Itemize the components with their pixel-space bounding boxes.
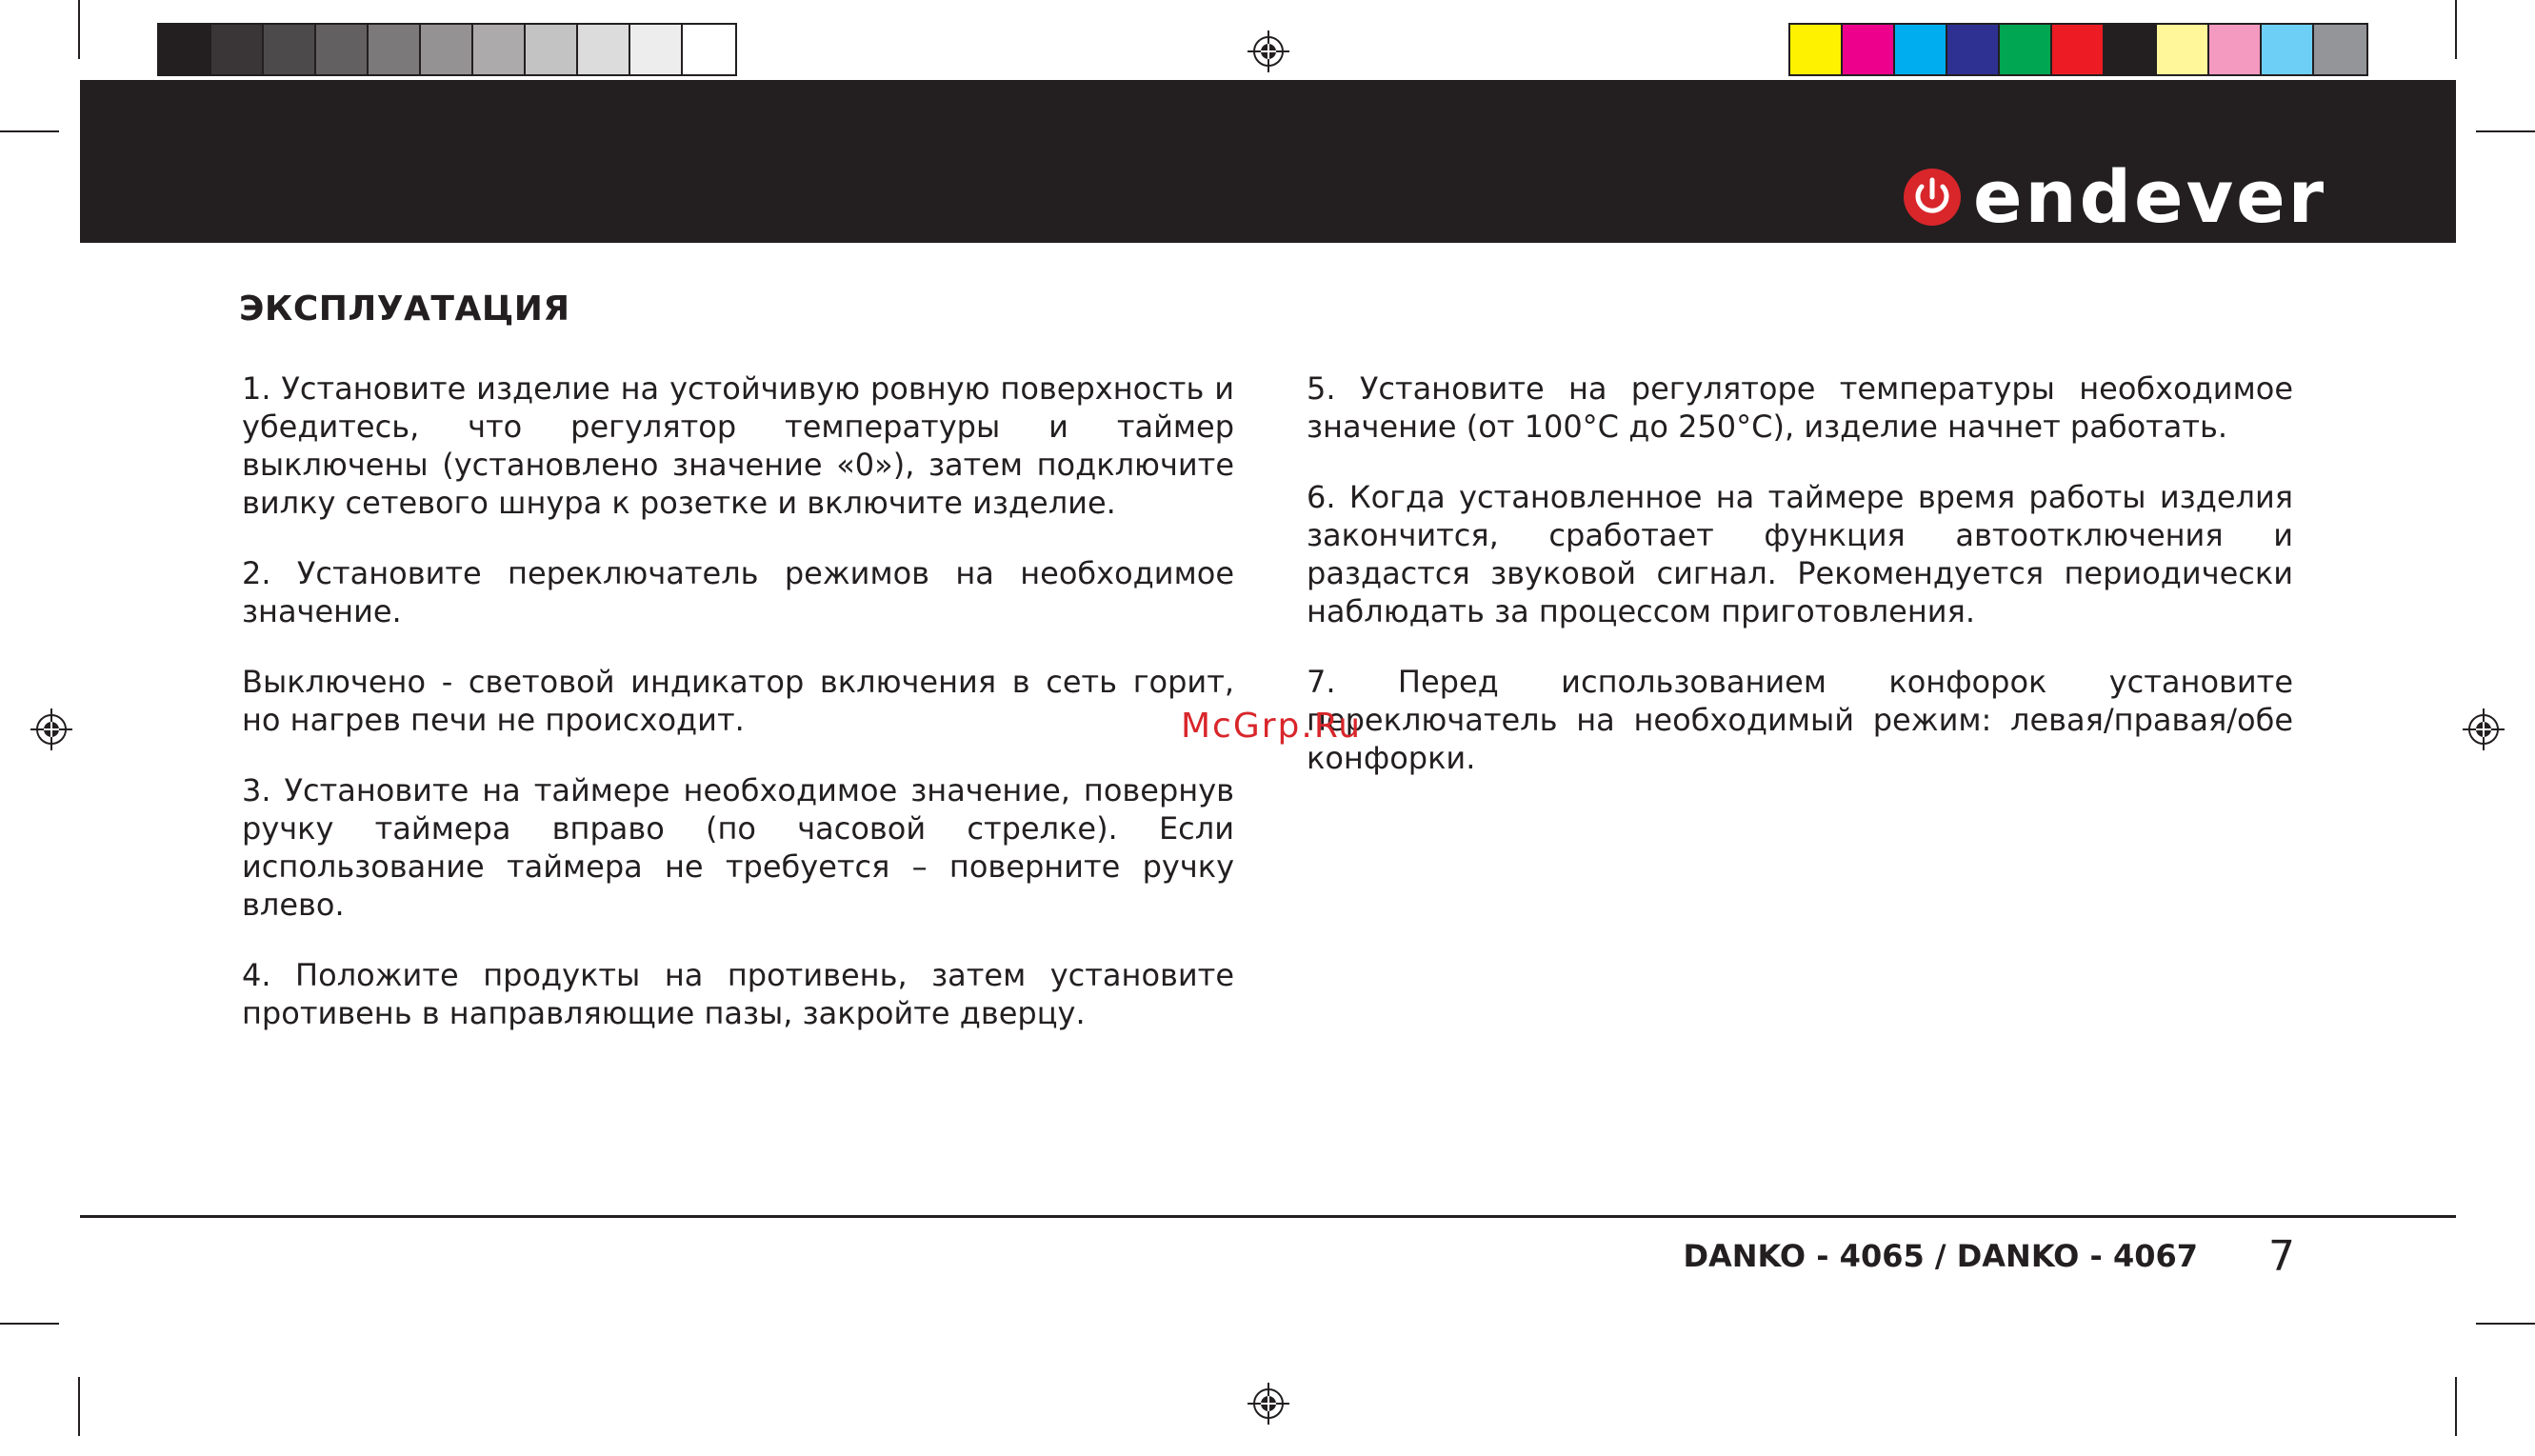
color-swatch [473,25,526,74]
color-swatch [2157,25,2209,74]
color-swatch [2105,25,2157,74]
right-column [1307,369,2293,809]
instruction-paragraph: 1. Установите изделие на устойчивую ровную поверхность и убедитесь, что регулятор температуры и таймер выключены (установлено значение «0»), затем подключите вилку сетевого шнура к розетке и включите изделие. [242,370,1234,521]
crop-mark [78,0,80,59]
registration-target-icon [1246,1381,1291,1426]
registration-target-icon [29,707,74,752]
color-swatch [316,25,369,74]
grayscale-color-bar [157,23,737,76]
color-swatch [1843,25,1895,74]
color-swatch [2262,25,2314,74]
color-swatch [2314,25,2366,74]
instruction-paragraph: 5. Установите на регуляторе температуры необходимое значение (от 100°С до 250°С), изделие начнет работать. [1307,370,2293,445]
left-column [242,369,1234,1065]
color-swatch [2209,25,2262,74]
instruction-paragraph: 6. Когда установленное на таймере время работы изделия закончится, сработает функция автоотключения и раздастся звуковой сигнал. Рекомендуется периодически наблюдать за процессом приготовления. [1307,479,2293,629]
crop-mark [78,1377,80,1436]
color-swatch [264,25,316,74]
crop-mark [2455,1377,2457,1436]
crop-mark [0,130,59,132]
crop-mark [0,1323,59,1325]
color-swatch [211,25,264,74]
brand-logo [1901,154,2327,239]
color-swatch [1790,25,1843,74]
model-name: DANKO - 4065 / DANKO - 4067 [1683,1238,2198,1274]
color-swatch [683,25,735,74]
color-swatch [2052,25,2105,74]
color-swatch [630,25,683,74]
color-swatch [2000,25,2052,74]
color-swatch [421,25,473,74]
registration-target-icon [1246,29,1291,74]
crop-mark [2455,0,2457,59]
process-color-bar [1788,23,2368,76]
instruction-paragraph: 3. Установите на таймере необходимое значение, повернув ручку таймера вправо (по часовой стрелке). Если использование таймера не требуется – поверните ручку влево. [242,772,1234,923]
instruction-paragraph: 2. Установите переключатель режимов на необходимое значение. [242,555,1234,629]
instruction-paragraph: 7. Перед использованием конфорок установите переключатель на необходимый режим: левая/правая/обе конфорки. [1307,664,2293,776]
power-icon [1901,166,1964,229]
section-title: ЭКСПЛУАТАЦИЯ [239,289,570,329]
footer-rule [80,1215,2456,1218]
color-swatch [369,25,421,74]
page-number: 7 [2268,1232,2295,1281]
color-swatch [1895,25,1947,74]
color-swatch [1947,25,2000,74]
crop-mark [2476,130,2535,132]
brand-wordmark: endever [1973,154,2327,239]
color-swatch [526,25,578,74]
crop-mark [2476,1323,2535,1325]
watermark: McGrp.Ru [1181,707,1363,746]
instruction-paragraph: 4. Положите продукты на противень, затем установите противень в направляющие пазы, закройте дверцу. [242,957,1234,1031]
instruction-paragraph: Выключено - световой индикатор включения в сеть горит, но нагрев печи не происходит. [242,664,1234,738]
color-swatch [159,25,211,74]
color-swatch [578,25,630,74]
registration-target-icon [2461,707,2506,752]
